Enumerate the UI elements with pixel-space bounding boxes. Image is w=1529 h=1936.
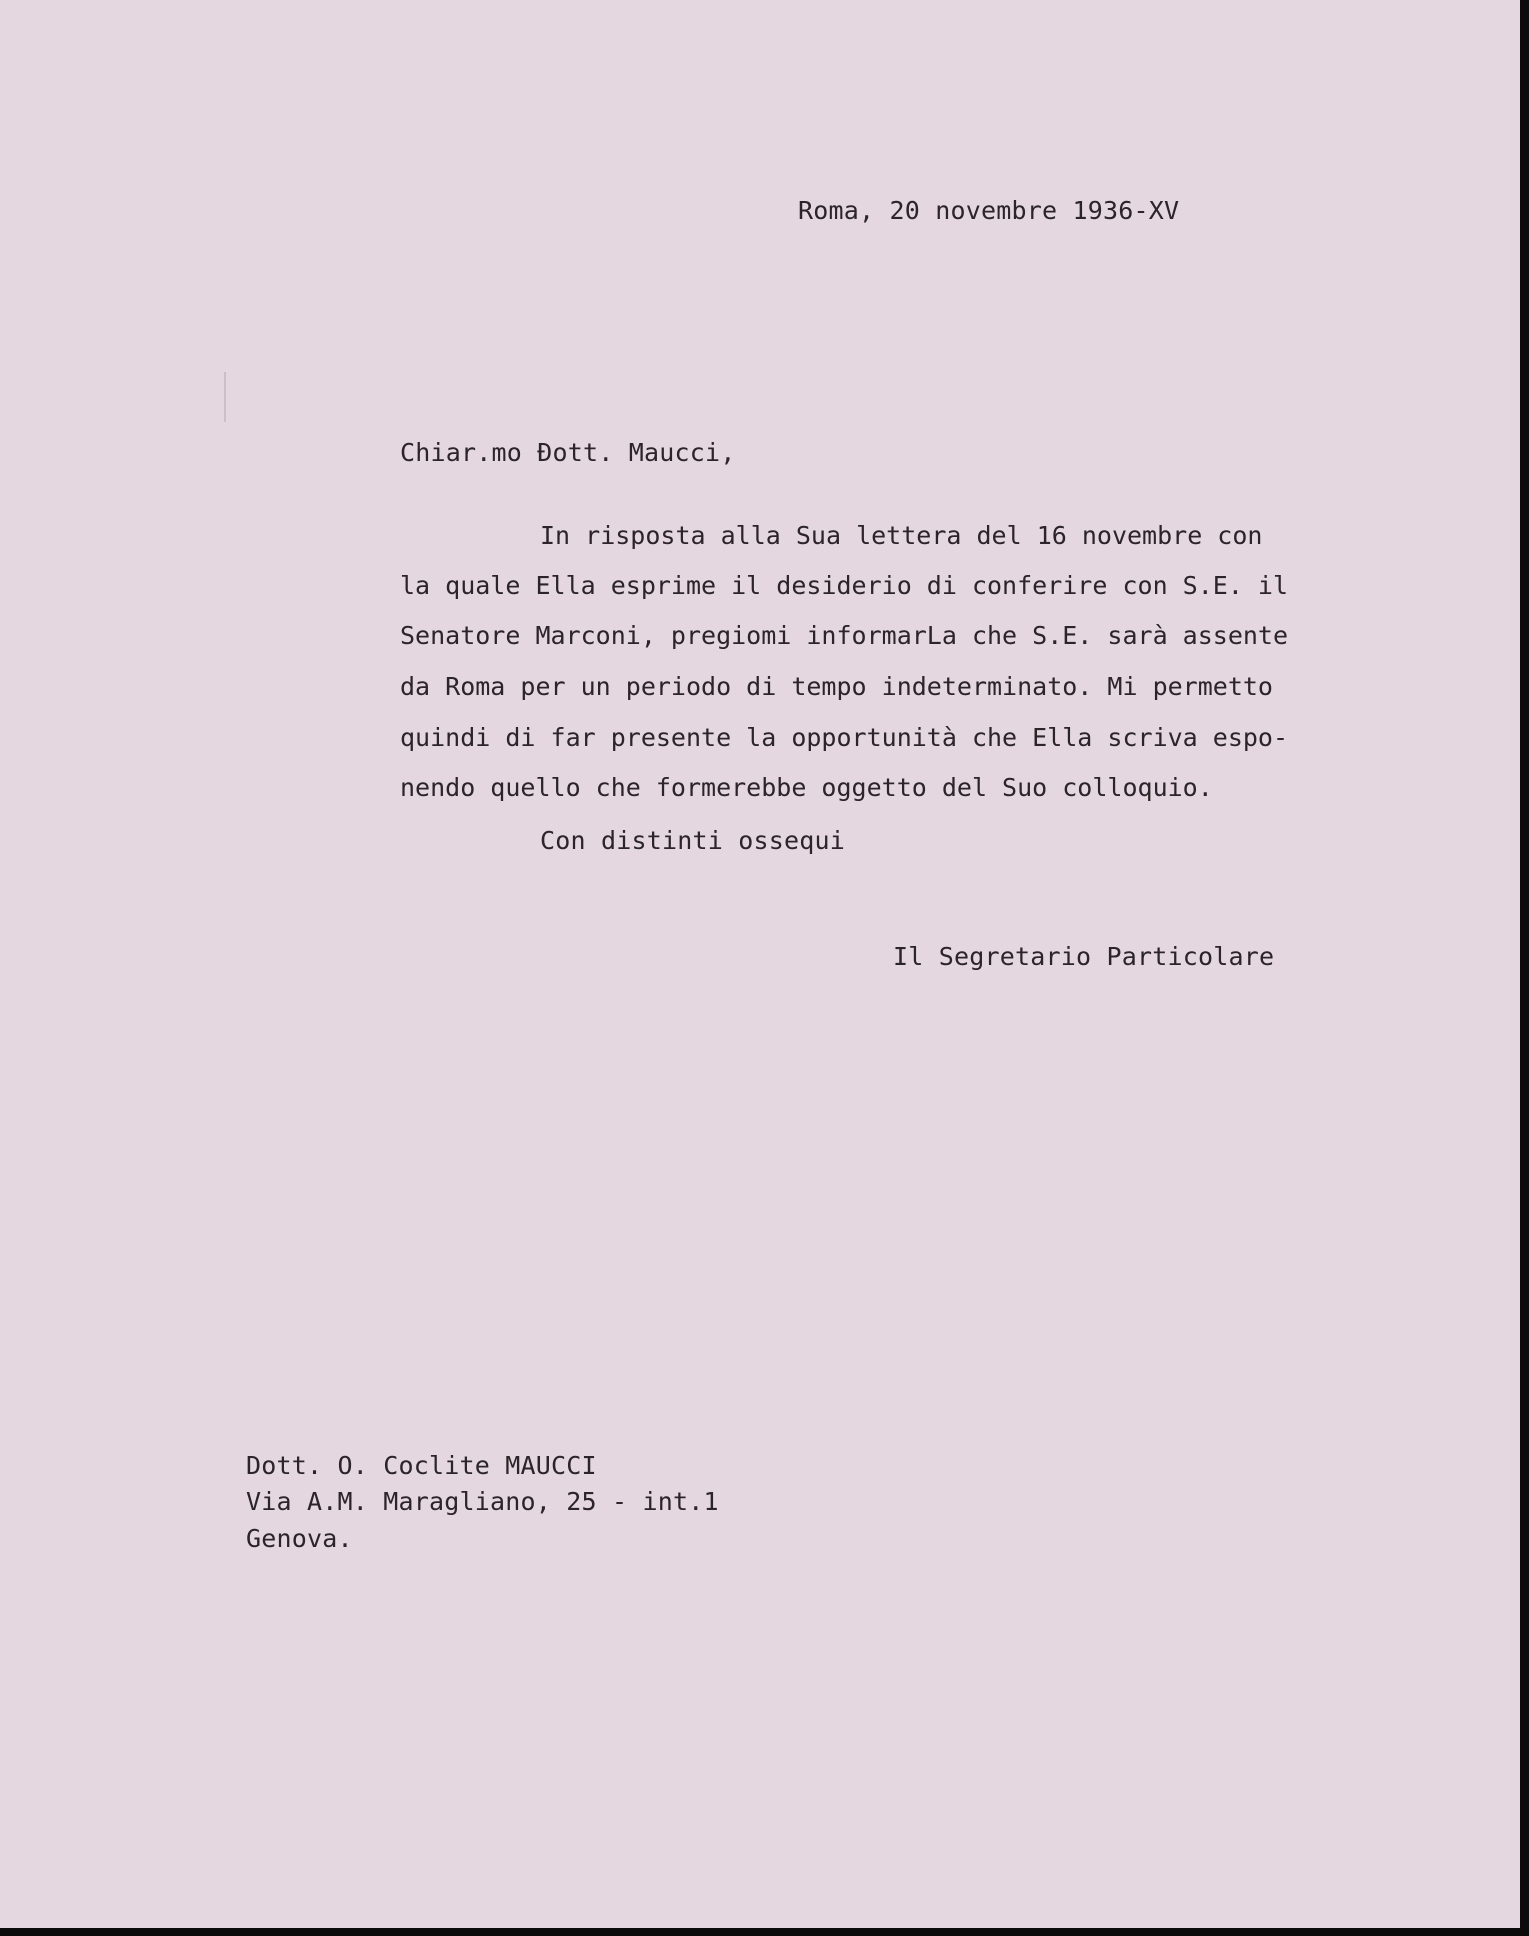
reverse-side-bleed-through [20, 955, 1340, 1105]
body-line: In risposta alla Sua lettera del 16 novembre con [540, 521, 1263, 550]
address-line: Genova. [246, 1524, 353, 1553]
address-line: Dott. O. Coclite MAUCCI [246, 1451, 597, 1480]
body-line: nendo quello che formerebbe oggetto del Suo colloquio. [400, 773, 1213, 802]
scan-border-bottom [0, 1928, 1529, 1936]
signature: Il Segretario Particolare [893, 942, 1275, 971]
dateline: Roma, 20 novembre 1936-XV [798, 196, 1180, 225]
body-line: Senatore Marconi, pregiomi informarLa che S.E. sarà assente [400, 621, 1289, 650]
body-line: da Roma per un periodo di tempo indeterminato. Mi permetto [400, 672, 1273, 701]
paper-mark [224, 372, 226, 422]
address-line: Via A.M. Maragliano, 25 - int.1 [246, 1487, 719, 1516]
body-line: la quale Ella esprime il desiderio di conferire con S.E. il [400, 571, 1289, 600]
salutation: Chiar.mo Ðott. Maucci, [400, 438, 736, 467]
body-line: quindi di far presente la opportunità che Ella scriva espo- [400, 723, 1289, 752]
scan-border-right [1520, 0, 1529, 1936]
closing: Con distinti ossequi [540, 826, 846, 855]
